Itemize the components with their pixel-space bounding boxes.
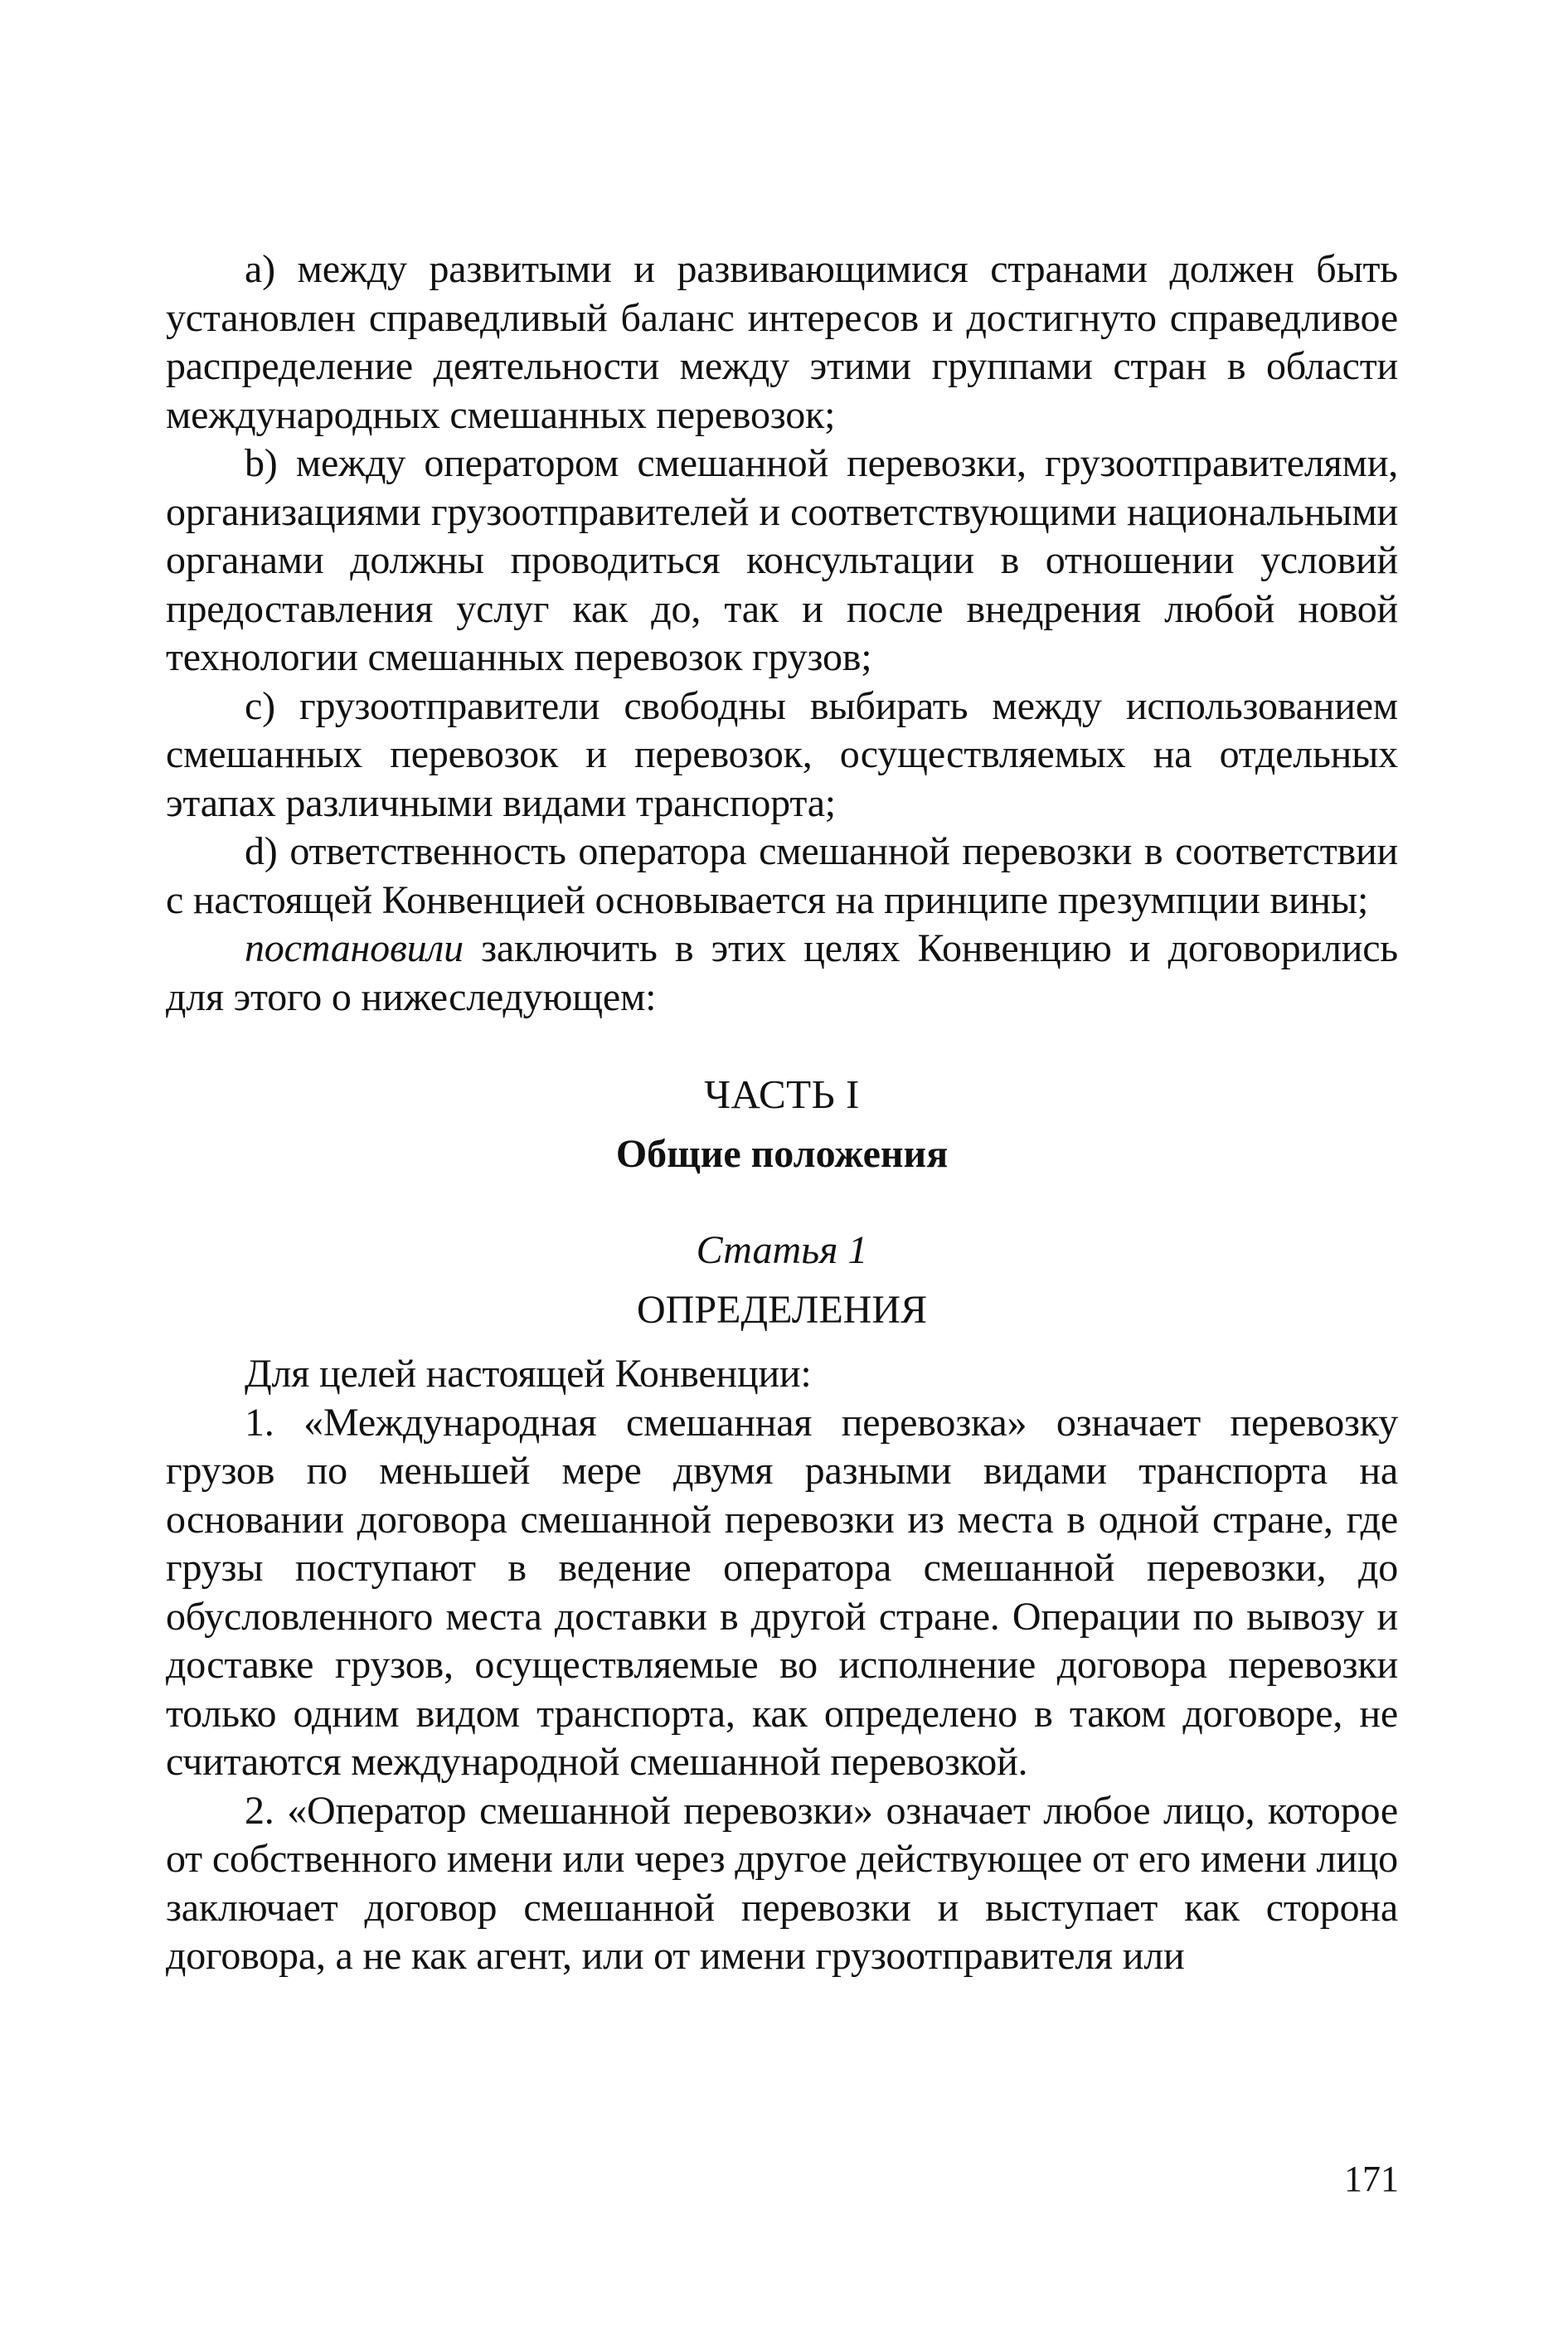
part-heading: ЧАСТЬ I xyxy=(704,1071,860,1117)
resolution-paragraph xyxy=(166,925,1398,1022)
document-page xyxy=(166,245,1398,1981)
paragraph-d: d) ответственность оператора смешанной перевозки в соответствии с настоящей Конвенцией основывается на принципе презумпции вины; xyxy=(166,829,1398,922)
page-number: 171 xyxy=(1344,2159,1399,2199)
article-heading: Статья 1 xyxy=(696,1228,868,1272)
part-title: Общие положения xyxy=(615,1132,949,1176)
resolution-italic-word: постановили xyxy=(245,926,464,970)
resolution-text: заключить в этих целях Конвенцию и договорились для этого о нижеследующем: xyxy=(166,926,1398,1019)
definitions-intro: Для целей настоящей Конвенции: xyxy=(245,1352,812,1396)
article-title: ОПРЕДЕЛЕНИЯ xyxy=(637,1288,927,1332)
paragraph-b: b) между оператором смешанной перевозки, грузоотправителями, организациями грузоотправителей и соответствующими национальными органами должны проводиться консультации в отношении условий предоставления услуг как до, так и после внедрения любой новой технологии смешанных перевозок грузов; xyxy=(166,441,1398,679)
definition-1: 1. «Международная смешанная перевозка» означает перевозку грузов по меньшей мере двумя разными видами транспорта на основании договора смешанной перевозки из места в одной стране, где грузы поступают в ведение оператора смешанной перевозки, до обусловленного места доставки в другой стране. Операции по вывозу и доставке грузов, осуществляемые во исполнение договора перевозки только одним видом транспорта, как определено в таком договоре, не считаются международной смешанной перевозкой. xyxy=(166,1400,1398,1784)
paragraph-c: c) грузоотправители свободны выбирать между использованием смешанных перевозок и перевозок, осуществляемых на отдельных этапах различными видами транспорта; xyxy=(166,683,1398,825)
definition-2: 2. «Оператор смешанной перевозки» означает любое лицо, которое от собственного имени или через другое действующее от его имени лицо заключает договор смешанной перевозки и выступает как сторона договора, а не как агент, или от имени грузоотправителя или xyxy=(166,1788,1398,1978)
paragraph-a: a) между развитыми и развивающимися странами должен быть установлен справедливый баланс интересов и достигнуто справедливое распределение деятельности между этими группами стран в области международных смешанных перевозок; xyxy=(166,247,1398,437)
